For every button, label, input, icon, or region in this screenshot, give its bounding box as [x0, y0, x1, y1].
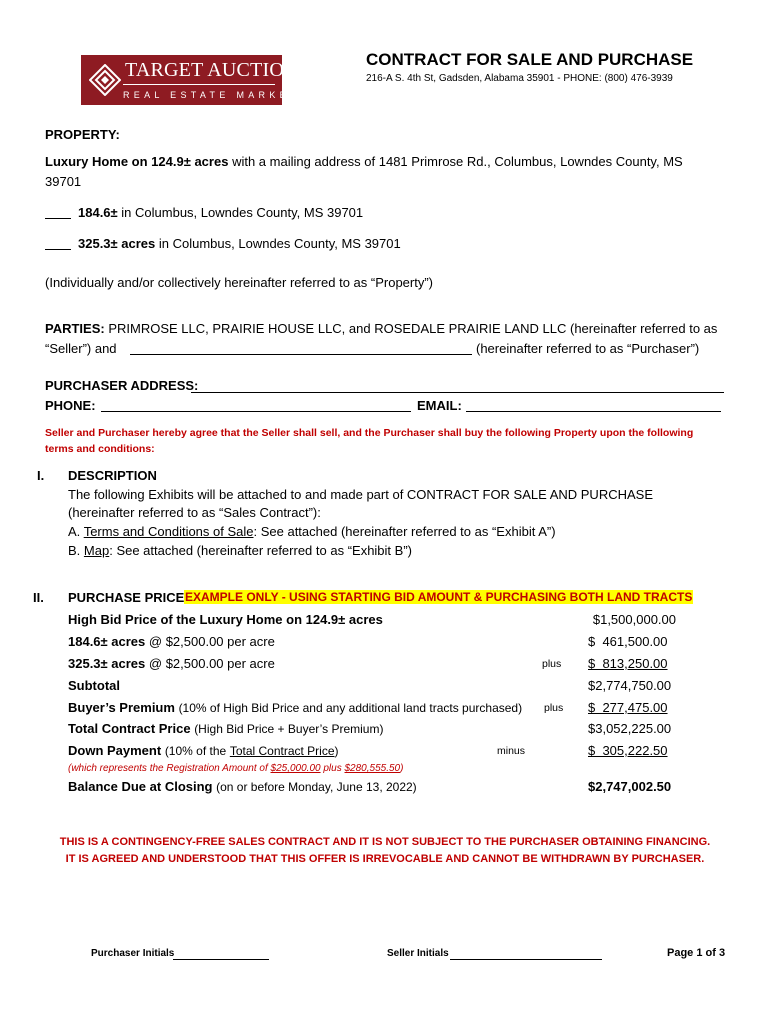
tract2-price-acres: 325.3± acres — [68, 656, 146, 671]
tract1-price-rate: @ $2,500.00 per acre — [148, 634, 275, 649]
property-collective-note: (Individually and/or collectively hereinafter referred to as “Property”) — [45, 275, 434, 290]
parties-seller-text: “Seller”) and — [45, 341, 117, 356]
balance-due-amount: $2,747,002.50 — [588, 779, 672, 794]
email-field[interactable] — [466, 411, 721, 412]
down-payment-label — [68, 743, 339, 758]
registration-note-mid: plus — [323, 763, 342, 774]
tract2-line — [78, 236, 401, 251]
high-bid-value: $1,500,000.00 — [592, 612, 676, 627]
exhibit-b-letter: B. — [68, 543, 81, 558]
luxury-home-line — [45, 154, 683, 169]
page-number: Page 1 of 3 — [667, 947, 726, 959]
section-1-number: I. — [37, 468, 45, 483]
seller-initials-field[interactable] — [450, 959, 602, 960]
purchaser-address-field[interactable] — [191, 392, 724, 393]
registration-note — [68, 763, 403, 774]
example-only-banner: EXAMPLE ONLY - USING STARTING BID AMOUNT & PURCHASING BOTH LAND TRACTS — [185, 590, 693, 604]
parties-purchaser-text: (hereinafter referred to as “Purchaser”) — [476, 341, 700, 356]
registration-note-post: ) — [400, 763, 404, 774]
luxury-home-label: Luxury Home on 124.9± acres — [45, 154, 229, 169]
luxury-home-zip: 39701 — [45, 174, 82, 189]
tract2-price-label — [68, 656, 275, 671]
balance-due-date: (on or before Monday, June 13, 2022) — [216, 780, 417, 794]
high-bid-amount — [560, 612, 676, 627]
subtotal-amount: $2,774,750.00 — [588, 678, 672, 693]
total-price-amount: $3,052,225.00 — [588, 721, 672, 736]
email-label: EMAIL: — [417, 398, 462, 413]
tract2-price-rate: @ $2,500.00 per acre — [148, 656, 275, 671]
purchaser-initials-field[interactable] — [173, 959, 269, 960]
down-operator: minus — [497, 745, 526, 757]
phone-label: PHONE: — [45, 398, 96, 413]
registration-note-pre: (which represents the Registration Amount of — [68, 763, 268, 774]
total-price-desc: (High Bid Price + Buyer’s Premium) — [194, 722, 384, 736]
purchaser-name-field[interactable] — [130, 354, 472, 355]
parties-label: PARTIES: — [45, 321, 105, 336]
total-price-title: Total Contract Price — [68, 721, 191, 736]
section-1-text-2: (hereinafter referred to as “Sales Contract”): — [68, 505, 321, 520]
purchaser-address-label: PURCHASER ADDRESS: — [45, 378, 199, 393]
agreement-line-1: Seller and Purchaser hereby agree that the Seller shall sell, and the Purchaser shall buy the following Property upon the following — [45, 427, 694, 439]
diamond-icon — [89, 64, 121, 96]
logo-name: TARGET AUCTION — [125, 59, 299, 81]
tract1-label: 184.6± — [78, 205, 118, 220]
property-heading: PROPERTY: — [45, 127, 120, 142]
exhibit-a-text: : See attached (hereinafter referred to as “Exhibit A”) — [253, 524, 556, 539]
buyers-premium-label — [68, 700, 522, 715]
high-bid-label: High Bid Price of the Luxury Home on 124.9± acres — [68, 612, 383, 627]
exhibit-a-link[interactable]: Terms and Conditions of Sale — [83, 524, 254, 539]
logo-divider — [123, 84, 275, 85]
section-1-text-1: The following Exhibits will be attached to and made part of CONTRACT FOR SALE AND PURCHASE — [68, 487, 653, 502]
tract2-operator: plus — [542, 658, 562, 670]
down-payment-title: Down Payment — [68, 743, 162, 758]
logo-tagline: REAL ESTATE MARKETING — [123, 90, 329, 100]
premium-operator: plus — [544, 702, 564, 714]
target-auction-logo — [81, 55, 329, 105]
phone-field[interactable] — [101, 411, 411, 412]
down-payment-post: ) — [334, 744, 339, 758]
tract2-price-amount: $ 813,250.00 — [588, 656, 668, 671]
tract2-check-blank[interactable] — [45, 249, 71, 250]
parties-sellers: PRIMROSE LLC, PRAIRIE HOUSE LLC, and ROSEDALE PRAIRIE LAND LLC (hereinafter referred to as — [108, 321, 718, 336]
notice-line-2: IT IS AGREED AND UNDERSTOOD THAT THIS OFFER IS IRREVOCABLE AND CANNOT BE WITHDRAWN BY PURCHASER. — [65, 853, 705, 865]
buyers-premium-amount: $ 277,475.00 — [588, 700, 668, 715]
down-payment-amount: $ 305,222.50 — [588, 743, 668, 758]
down-payment-pre: (10% of the — [164, 744, 227, 758]
tract1-check-blank[interactable] — [45, 218, 71, 219]
subtotal-label: Subtotal — [68, 678, 120, 693]
registration-amount: $25,000.00 — [270, 763, 321, 774]
tract1-line — [78, 205, 363, 220]
tract1-location: in Columbus, Lowndes County, MS 39701 — [121, 205, 364, 220]
section-2-number: II. — [33, 590, 44, 605]
purchaser-initials-label: Purchaser Initials — [91, 948, 175, 959]
seller-initials-label: Seller Initials — [387, 948, 449, 959]
exhibit-a-item — [68, 524, 556, 539]
exhibit-b-item — [68, 543, 412, 558]
tract2-location: in Columbus, Lowndes County, MS 39701 — [158, 236, 401, 251]
contract-title: CONTRACT FOR SALE AND PURCHASE — [366, 50, 694, 69]
tract1-price-acres: 184.6± acres — [68, 634, 146, 649]
down-payment-link: Total Contract Price — [229, 744, 335, 758]
parties-line-1 — [45, 321, 717, 336]
luxury-home-address: with a mailing address of 1481 Primrose Rd., Columbus, Lowndes County, MS — [232, 154, 683, 169]
balance-due-title: Balance Due at Closing — [68, 779, 213, 794]
notice-line-1: THIS IS A CONTINGENCY-FREE SALES CONTRACT AND IT IS NOT SUBJECT TO THE PURCHASER OBTAINING FINANCING. — [59, 836, 711, 848]
agreement-line-2: terms and conditions: — [45, 443, 155, 455]
buyers-premium-title: Buyer’s Premium — [68, 700, 175, 715]
tract1-price-amount: $ 461,500.00 — [588, 634, 668, 649]
exhibit-b-text: : See attached (hereinafter referred to as “Exhibit B”) — [109, 543, 412, 558]
section-1-heading: DESCRIPTION — [68, 468, 157, 483]
exhibit-a-letter: A. — [68, 524, 81, 539]
company-address: 216-A S. 4th St, Gadsden, Alabama 35901 - PHONE: (800) 476-3939 — [366, 73, 673, 84]
buyers-premium-desc: (10% of High Bid Price and any additional land tracts purchased) — [178, 701, 523, 715]
section-2-heading: PURCHASE PRICE — [68, 590, 185, 605]
tract1-price-label — [68, 634, 275, 649]
exhibit-b-link[interactable]: Map — [83, 543, 110, 558]
total-price-label — [68, 721, 383, 736]
registration-extra-amount: $280,555.50 — [344, 763, 401, 774]
balance-due-label — [68, 779, 417, 794]
tract2-label: 325.3± acres — [78, 236, 156, 251]
